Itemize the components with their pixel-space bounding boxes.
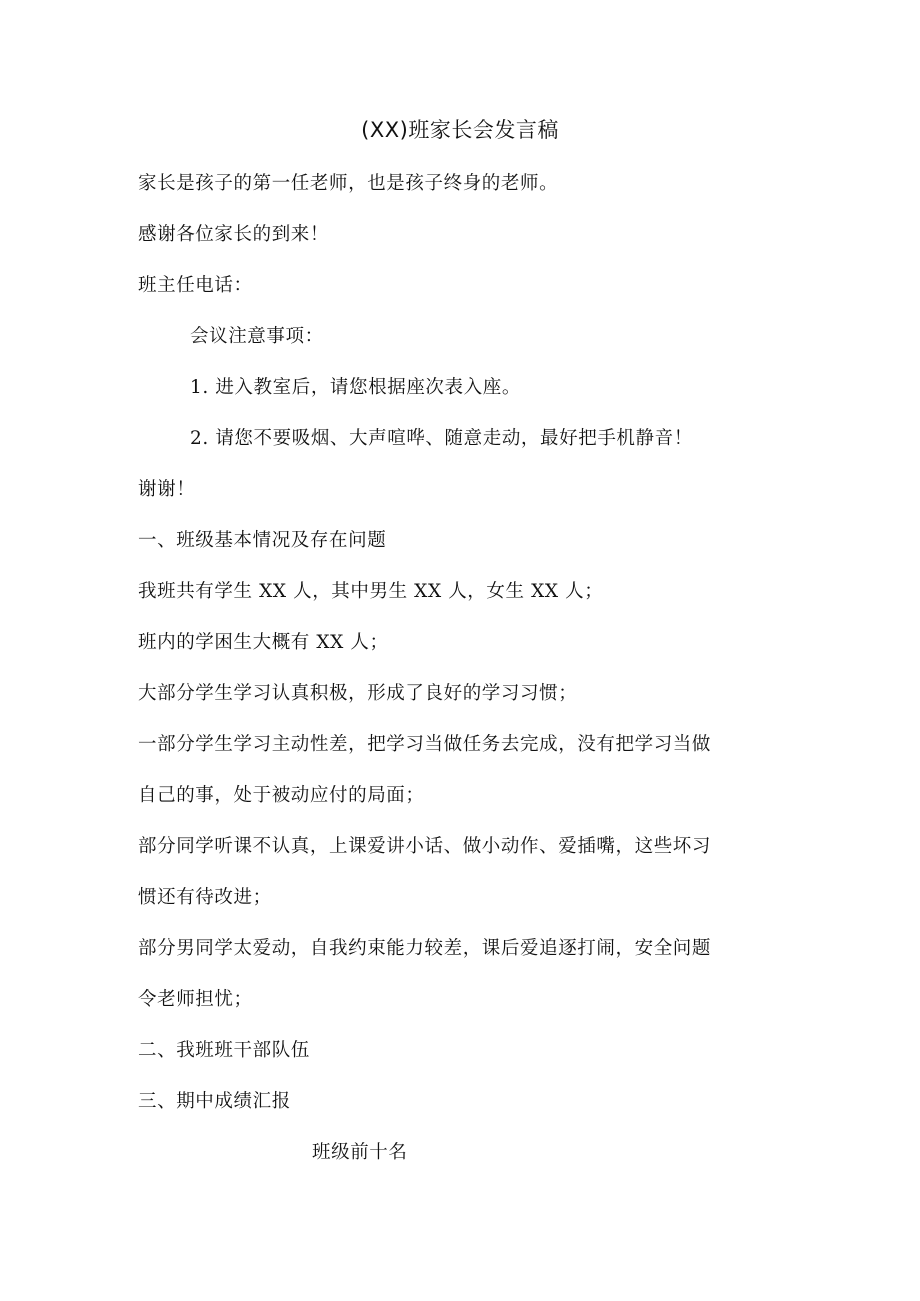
section-heading-2: 二、我班班干部队伍 bbox=[138, 1040, 310, 1061]
inattentive-line-1: 部分同学听课不认真，上课爱讲小话、做小动作、爱插嘴，这些坏习 bbox=[138, 836, 712, 857]
passive-students-line-1: 一部分学生学习主动性差，把学习当做任务去完成，没有把学习当做 bbox=[138, 734, 712, 755]
meeting-note-1: 1. 进入教室后，请您根据座次表入座。 bbox=[190, 377, 521, 398]
struggling-students-line: 班内的学困生大概有 XX 人； bbox=[138, 632, 389, 653]
thanks-line: 感谢各位家长的到来！ bbox=[138, 224, 330, 245]
active-boys-line-1: 部分男同学太爱动，自我约束能力较差，课后爱追逐打闹，安全问题 bbox=[138, 938, 712, 959]
top-ten-subheading: 班级前十名 bbox=[312, 1142, 408, 1163]
meeting-notes-heading: 会议注意事项： bbox=[190, 326, 324, 347]
section-heading-3: 三、期中成绩汇报 bbox=[138, 1091, 291, 1112]
document-title: (XX)班家长会发言稿 bbox=[361, 118, 559, 142]
student-count-line: 我班共有学生 XX 人，其中男生 XX 人，女生 XX 人； bbox=[138, 581, 604, 602]
section-heading-1: 一、班级基本情况及存在问题 bbox=[138, 530, 387, 551]
good-habits-line: 大部分学生学习认真积极，形成了良好的学习习惯； bbox=[138, 683, 578, 704]
thank-you-line: 谢谢！ bbox=[138, 479, 196, 500]
inattentive-line-2: 惯还有待改进； bbox=[138, 887, 272, 908]
passive-students-line-2: 自己的事，处于被动应付的局面； bbox=[138, 785, 425, 806]
teacher-phone-line: 班主任电话： bbox=[138, 275, 253, 296]
meeting-note-2: 2. 请您不要吸烟、大声喧哗、随意走动，最好把手机静音！ bbox=[190, 428, 693, 449]
intro-line: 家长是孩子的第一任老师，也是孩子终身的老师。 bbox=[138, 173, 559, 194]
active-boys-line-2: 令老师担忧； bbox=[138, 989, 253, 1010]
